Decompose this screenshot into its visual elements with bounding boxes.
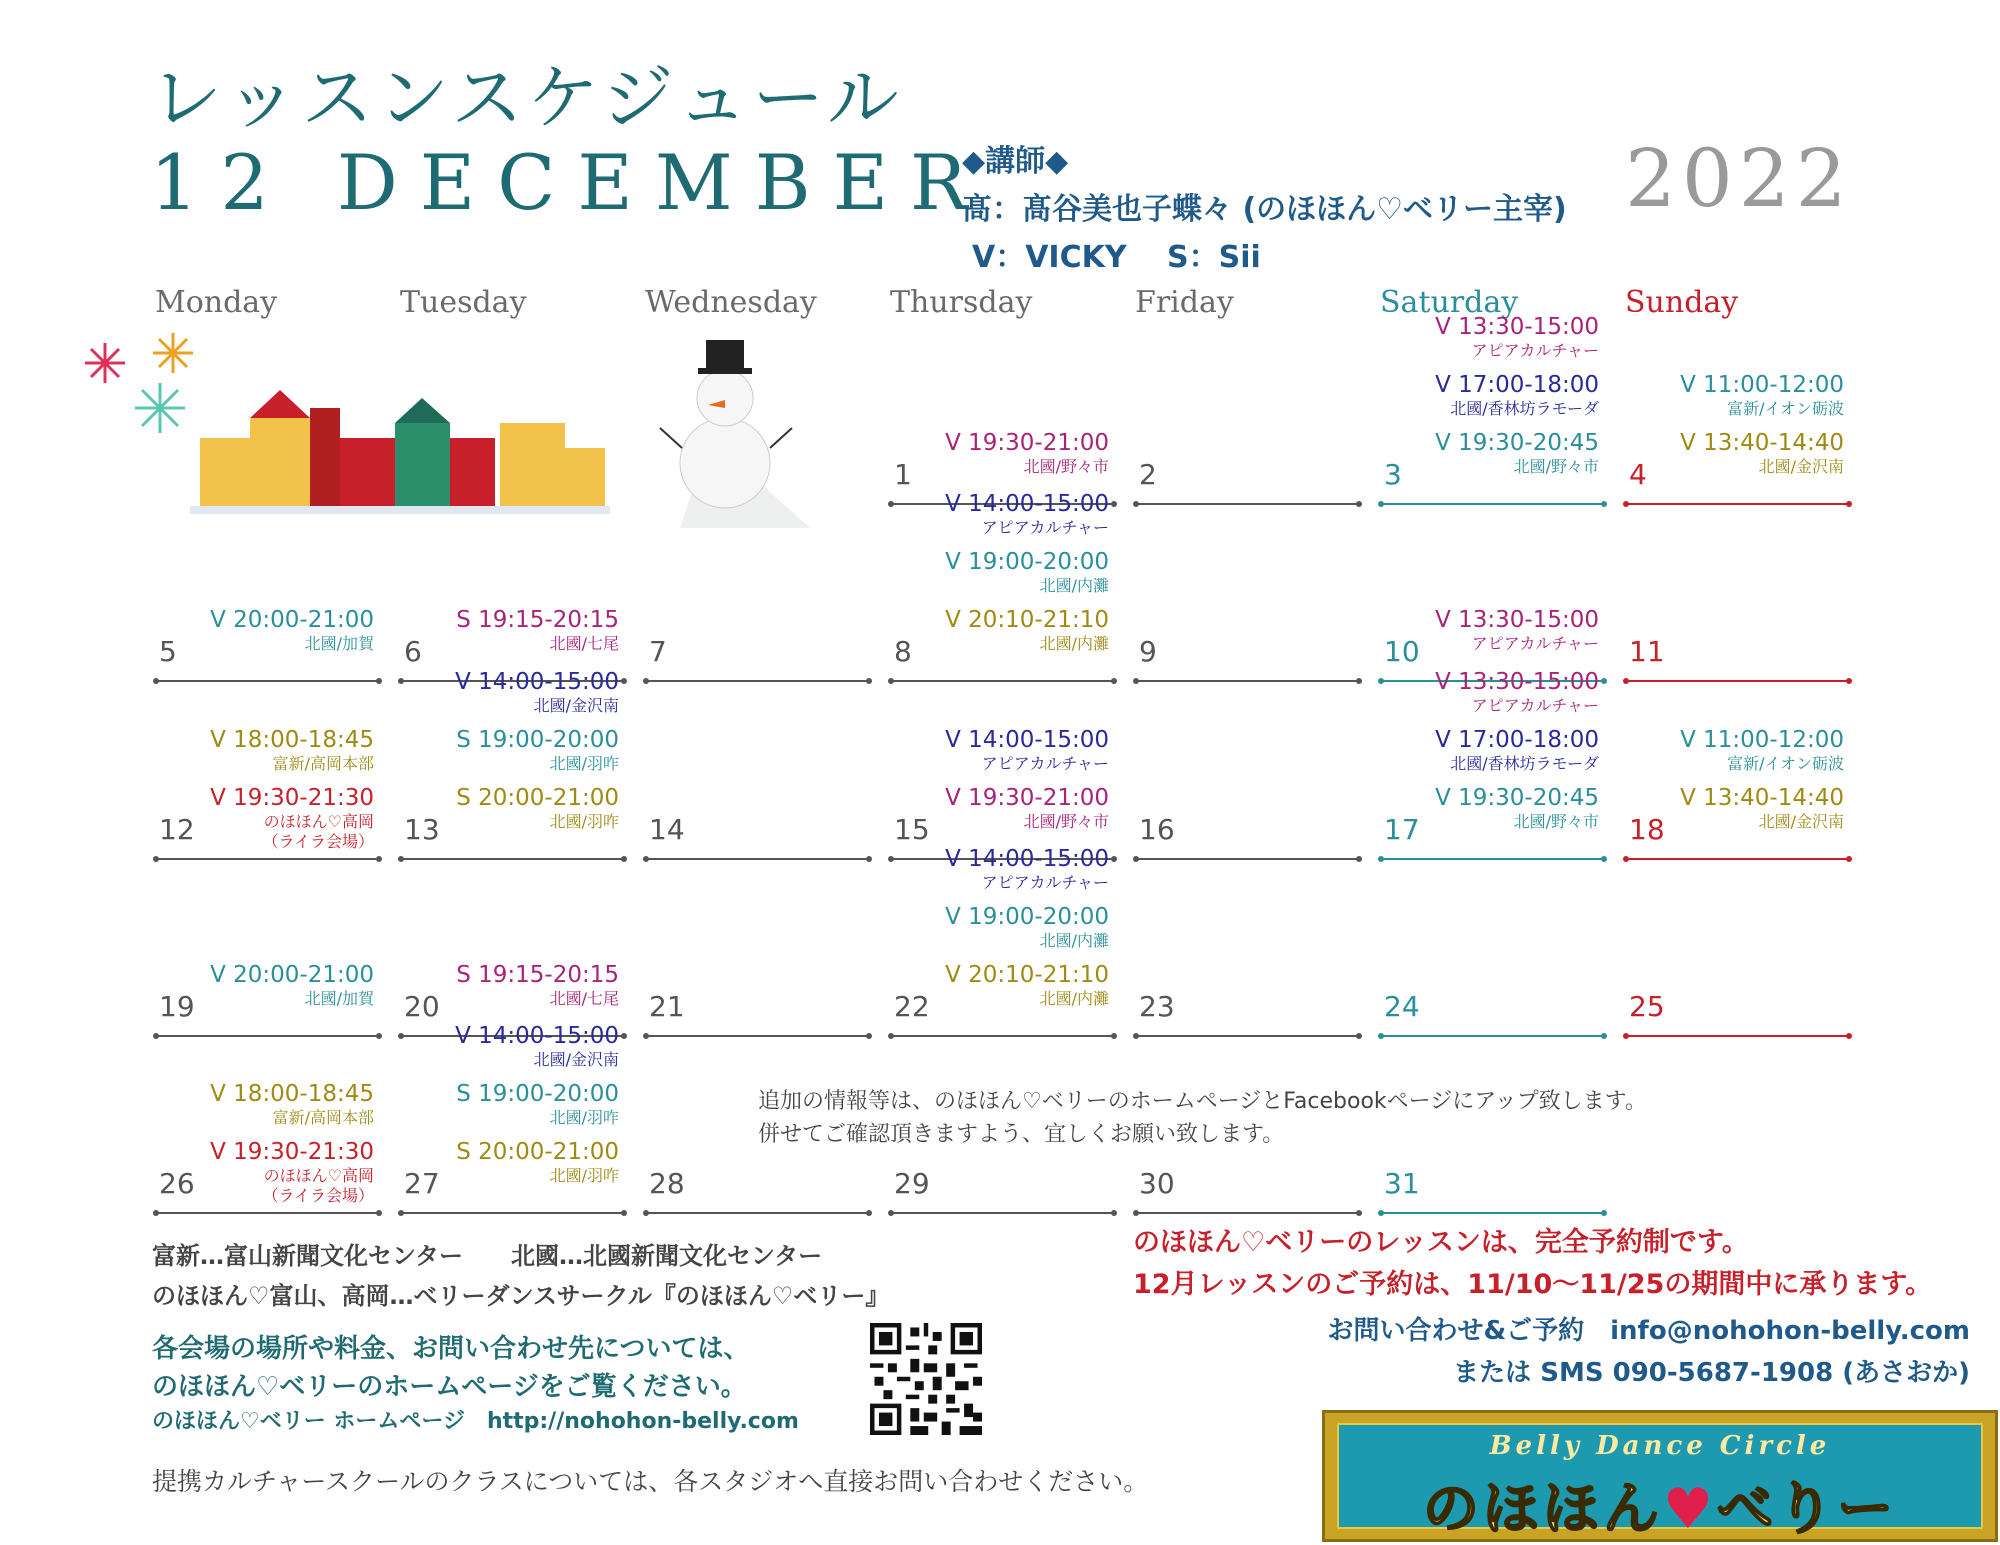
lesson-entry	[1604, 784, 1844, 832]
day-divider-line	[155, 858, 380, 860]
lesson-place: 北國/内灘	[1039, 989, 1109, 1008]
calendar-day-cell[interactable]	[890, 335, 1115, 505]
day-number: 4	[1629, 458, 1647, 491]
day-number: 6	[404, 635, 422, 668]
lesson-entry	[134, 961, 374, 1009]
lesson-time: V 19:00-20:00	[945, 904, 1109, 930]
day-divider-line	[1625, 503, 1850, 505]
day-number: 12	[159, 813, 195, 846]
lesson-entry	[1604, 726, 1844, 774]
houses-icon	[190, 390, 610, 514]
abbreviation-legend	[152, 1236, 889, 1316]
day-divider-line	[1380, 858, 1605, 860]
lesson-place: 北國/野々市	[1513, 812, 1599, 831]
day-number: 30	[1139, 1167, 1175, 1200]
additional-info-line-1: 追加の情報等は、のほほん♡ベリーのホームページとFacebookページにアップ致します。	[758, 1089, 1647, 1114]
year-label: 2022	[1625, 132, 1853, 225]
day-number: 7	[649, 635, 667, 668]
day-divider-line	[155, 1035, 380, 1037]
calendar-day-cell[interactable]	[155, 867, 380, 1037]
calendar-day-cell[interactable]	[890, 491, 1115, 682]
day-number: 10	[1384, 635, 1420, 668]
lesson-entry	[379, 668, 619, 716]
day-divider-line	[1625, 1035, 1850, 1037]
day-divider-line	[1380, 1212, 1605, 1214]
lesson-entry	[869, 548, 1109, 596]
lesson-place: 北國/加賀	[304, 989, 374, 1008]
snowflake-icon	[135, 383, 185, 433]
lesson-place: 北國/内灘	[1039, 576, 1109, 595]
lesson-place: アピアカルチャー	[1471, 341, 1599, 360]
additional-info	[758, 1085, 1647, 1151]
weekday-saturday: Saturday	[1380, 285, 1519, 320]
logo-subtitle: Belly Dance Circle	[1489, 1431, 1831, 1461]
lesson-place: 富新/イオン砺波	[1727, 399, 1844, 418]
logo-name-part-2: べりー	[1717, 1477, 1898, 1542]
lesson-place: 富新/高岡本部	[272, 1108, 374, 1127]
lesson-time: V 20:00-21:00	[210, 962, 374, 988]
lesson-time: V 17:00-18:00	[1435, 372, 1599, 398]
legend-line-2: のほほん♡富山、高岡…ベリーダンスサークル『のほほん♡ベリー』	[152, 1282, 890, 1310]
lesson-place: 北國/香林坊ラモーダ	[1450, 754, 1599, 773]
lesson-place: 北國/香林坊ラモーダ	[1450, 399, 1599, 418]
venue-info	[152, 1330, 749, 1406]
day-divider-line	[1625, 858, 1850, 860]
legend-line-1: 富新…富山新聞文化センター 北國…北國新聞文化センター	[152, 1242, 823, 1270]
lesson-place: 北國/内灘	[1039, 931, 1109, 950]
lesson-time: V 14:00-15:00	[455, 669, 619, 695]
lesson-entry	[1604, 429, 1844, 477]
day-divider-line	[645, 1035, 870, 1037]
lesson-place: 北國/加賀	[304, 634, 374, 653]
day-divider-line	[1135, 503, 1360, 505]
weekday-monday: Monday	[155, 285, 278, 320]
lesson-entry	[379, 784, 619, 832]
lesson-place: 北國/羽咋	[549, 1166, 619, 1185]
day-number: 24	[1384, 990, 1420, 1023]
lesson-entry	[134, 1138, 374, 1206]
day-divider-line	[645, 858, 870, 860]
lesson-time: S 19:00-20:00	[456, 1081, 619, 1107]
qr-code-icon[interactable]	[870, 1323, 982, 1435]
lesson-place: アピアカルチャー	[1471, 634, 1599, 653]
circle-logo	[1322, 1410, 1998, 1542]
lesson-time: S 19:00-20:00	[456, 727, 619, 753]
lesson-place: 北國/野々市	[1513, 457, 1599, 476]
lesson-time: V 14:00-15:00	[945, 491, 1109, 517]
lesson-place: 北國/七尾	[549, 634, 619, 653]
calendar-day-cell[interactable]	[1380, 669, 1605, 860]
lesson-entry	[379, 726, 619, 774]
lesson-entry	[1359, 371, 1599, 419]
day-number: 8	[894, 635, 912, 668]
instructors-heading: ◆講師◆	[962, 144, 1069, 179]
day-number: 18	[1629, 813, 1665, 846]
calendar-day-cell[interactable]	[645, 690, 870, 860]
calendar-day-cell[interactable]	[400, 669, 625, 860]
lesson-time: V 19:30-21:00	[945, 430, 1109, 456]
day-divider-line	[1135, 680, 1360, 682]
day-number: 29	[894, 1167, 930, 1200]
lesson-time: V 13:30-15:00	[1435, 314, 1599, 340]
reservation-line-1: のほほん♡ベリーのレッスンは、完全予約制です。	[1133, 1227, 1749, 1258]
lesson-place: 富新/高岡本部	[272, 754, 374, 773]
day-divider-line	[1135, 1035, 1360, 1037]
instructor-line-1: 髙：髙谷美也子蝶々 (のほほん♡ベリー主宰)	[962, 192, 1567, 227]
lesson-place: のほほん♡高岡	[263, 1166, 374, 1185]
lesson-entry	[869, 845, 1109, 893]
culture-school-note: 提携カルチャースクールのクラスについては、各スタジオへ直接お問い合わせください。	[152, 1467, 1149, 1496]
lesson-time: S 19:15-20:15	[456, 607, 619, 633]
lesson-place: 北國/野々市	[1023, 457, 1109, 476]
calendar-day-cell[interactable]	[1380, 867, 1605, 1037]
calendar-day-cell[interactable]	[1135, 512, 1360, 682]
logo-panel	[1337, 1423, 1983, 1542]
day-number: 1	[894, 458, 912, 491]
lesson-entry	[379, 606, 619, 654]
reservation-line-2: 12月レッスンのご予約は、11/10〜11/25の期間中に承ります。	[1133, 1269, 1933, 1300]
calendar-day-cell[interactable]	[1135, 867, 1360, 1037]
day-divider-line	[1625, 680, 1850, 682]
day-number: 17	[1384, 813, 1420, 846]
lesson-place: アピアカルチャー	[981, 754, 1109, 773]
calendar-day-cell[interactable]	[1135, 335, 1360, 505]
lesson-place: 北國/野々市	[1023, 812, 1109, 831]
snowman-icon	[660, 340, 810, 528]
lesson-entry	[1604, 371, 1844, 419]
day-divider-line	[890, 680, 1115, 682]
calendar-day-cell[interactable]	[155, 690, 380, 860]
lesson-time: V 18:00-18:45	[210, 1081, 374, 1107]
day-number: 28	[649, 1167, 685, 1200]
winter-village-illustration	[70, 328, 860, 528]
lesson-time: V 14:00-15:00	[455, 1023, 619, 1049]
lesson-place: 北國/金沢南	[1758, 812, 1844, 831]
calendar-day-cell[interactable]	[1625, 335, 1850, 505]
lesson-place: 北國/内灘	[1039, 634, 1109, 653]
lesson-place: のほほん♡高岡	[263, 812, 374, 831]
day-number: 16	[1139, 813, 1175, 846]
lesson-entry	[869, 606, 1109, 654]
calendar-day-cell[interactable]	[400, 1023, 625, 1214]
calendar-day-cell[interactable]	[1380, 512, 1605, 682]
lesson-time: V 19:30-20:45	[1435, 785, 1599, 811]
lesson-place: 北國/羽咋	[549, 812, 619, 831]
logo-name-part-1: のほほん	[1422, 1477, 1663, 1542]
day-divider-line	[400, 1212, 625, 1214]
heart-icon: ♥	[1662, 1477, 1718, 1542]
calendar-day-cell[interactable]	[645, 867, 870, 1037]
lesson-time: S 20:00-21:00	[456, 1139, 619, 1165]
additional-info-line-2: 併せてご確認頂きますよう、宜しくお願い致します。	[758, 1122, 1285, 1147]
lesson-entry	[134, 784, 374, 852]
day-divider-line	[1135, 1212, 1360, 1214]
day-number: 23	[1139, 990, 1175, 1023]
calendar-day-cell[interactable]	[1135, 690, 1360, 860]
lesson-time: V 11:00-12:00	[1680, 727, 1844, 753]
lesson-time: V 14:00-15:00	[945, 727, 1109, 753]
weekday-friday: Friday	[1135, 285, 1234, 320]
venue-info-line-1: 各会場の場所や料金、お問い合わせ先については、	[152, 1334, 750, 1364]
lesson-entry	[869, 903, 1109, 951]
lesson-place: 北國/羽咋	[549, 754, 619, 773]
weekday-tuesday: Tuesday	[400, 285, 527, 320]
snowflake-icon	[153, 333, 193, 373]
day-number: 26	[159, 1167, 195, 1200]
lesson-entry	[869, 490, 1109, 538]
day-number: 11	[1629, 635, 1665, 668]
lesson-place: 北國/金沢南	[533, 1050, 619, 1069]
lesson-time: V 19:30-21:30	[210, 785, 374, 811]
calendar-day-cell[interactable]	[155, 1044, 380, 1214]
day-divider-line	[890, 1035, 1115, 1037]
lesson-place-detail: （ライラ会場）	[262, 832, 374, 851]
day-number: 5	[159, 635, 177, 668]
lesson-place-detail: （ライラ会場）	[262, 1186, 374, 1205]
lesson-time: V 13:40-14:40	[1680, 785, 1844, 811]
weekday-sunday: Sunday	[1625, 285, 1739, 320]
lesson-time: V 11:00-12:00	[1680, 372, 1844, 398]
lesson-entry	[379, 1080, 619, 1128]
lesson-time: V 20:10-21:10	[945, 962, 1109, 988]
page-title-japanese: レッスンスケジュール	[150, 56, 903, 140]
calendar-day-cell[interactable]	[890, 690, 1115, 860]
calendar-day-cell[interactable]	[1625, 512, 1850, 682]
day-number: 9	[1139, 635, 1157, 668]
day-number: 25	[1629, 990, 1665, 1023]
day-number: 27	[404, 1167, 440, 1200]
day-divider-line	[1135, 858, 1360, 860]
lesson-place: アピアカルチャー	[1471, 696, 1599, 715]
page-title-month: 12 DECEMBER	[150, 138, 990, 227]
calendar-day-cell[interactable]	[155, 512, 380, 682]
lesson-time: V 19:30-20:45	[1435, 430, 1599, 456]
lesson-entry	[1359, 313, 1599, 361]
lesson-place: アピアカルチャー	[981, 873, 1109, 892]
lesson-entry	[134, 1080, 374, 1128]
weekday-thursday: Thursday	[890, 285, 1033, 320]
lesson-place: 北國/羽咋	[549, 1108, 619, 1127]
lesson-entry	[1359, 668, 1599, 716]
lesson-entry	[869, 726, 1109, 774]
day-divider-line	[155, 1212, 380, 1214]
calendar-day-cell[interactable]	[1625, 690, 1850, 860]
calendar-day-cell[interactable]	[1625, 867, 1850, 1037]
lesson-place: 富新/イオン砺波	[1727, 754, 1844, 773]
calendar-day-cell[interactable]	[400, 867, 625, 1037]
day-number: 13	[404, 813, 440, 846]
day-number: 3	[1384, 458, 1402, 491]
day-number: 2	[1139, 458, 1157, 491]
lesson-time: V 20:00-21:00	[210, 607, 374, 633]
day-divider-line	[645, 1212, 870, 1214]
lesson-place: 北國/金沢南	[1758, 457, 1844, 476]
lesson-time: V 19:30-21:00	[945, 785, 1109, 811]
calendar-day-cell[interactable]	[1380, 314, 1605, 505]
lesson-time: V 14:00-15:00	[945, 846, 1109, 872]
homepage-link[interactable]: のほほん♡ベリー ホームページ http://nohohon-belly.com	[152, 1409, 799, 1434]
lesson-entry	[134, 606, 374, 654]
lesson-entry	[869, 429, 1109, 477]
lesson-time: V 13:30-15:00	[1435, 607, 1599, 633]
lesson-entry	[379, 1022, 619, 1070]
day-divider-line	[1380, 1035, 1605, 1037]
lesson-time: V 19:00-20:00	[945, 549, 1109, 575]
lesson-time: V 13:30-15:00	[1435, 669, 1599, 695]
day-divider-line	[645, 680, 870, 682]
contact-email[interactable]: お問い合わせ&ご予約 info@nohohon-belly.com	[1327, 1316, 1970, 1346]
calendar-day-cell[interactable]	[400, 512, 625, 682]
day-number: 15	[894, 813, 930, 846]
weekday-wednesday: Wednesday	[645, 285, 817, 320]
lesson-time: S 20:00-21:00	[456, 785, 619, 811]
lesson-entry	[379, 1138, 619, 1186]
lesson-entry	[869, 961, 1109, 1009]
day-divider-line	[1380, 503, 1605, 505]
day-number: 14	[649, 813, 685, 846]
lesson-time: V 19:30-21:30	[210, 1139, 374, 1165]
lesson-entry	[869, 784, 1109, 832]
day-number: 19	[159, 990, 195, 1023]
day-divider-line	[155, 680, 380, 682]
day-divider-line	[400, 858, 625, 860]
instructor-line-2: V：VICKY S：Sii	[972, 240, 1261, 275]
lesson-time: V 20:10-21:10	[945, 607, 1109, 633]
lesson-entry	[1359, 606, 1599, 654]
lesson-entry	[1359, 726, 1599, 774]
lesson-place: 北國/七尾	[549, 989, 619, 1008]
lesson-entry	[1359, 784, 1599, 832]
lesson-time: S 19:15-20:15	[456, 962, 619, 988]
day-number: 20	[404, 990, 440, 1023]
lesson-entry	[379, 961, 619, 1009]
day-number: 22	[894, 990, 930, 1023]
lesson-time: V 17:00-18:00	[1435, 727, 1599, 753]
reservation-notice	[1133, 1222, 1932, 1306]
lesson-time: V 18:00-18:45	[210, 727, 374, 753]
lesson-time: V 13:40-14:40	[1680, 430, 1844, 456]
venue-info-line-2: のほほん♡ベリーのホームページをご覧ください。	[152, 1372, 747, 1402]
calendar-day-cell[interactable]	[890, 846, 1115, 1037]
lesson-place: アピアカルチャー	[981, 518, 1109, 537]
day-number: 31	[1384, 1167, 1420, 1200]
logo-name	[1339, 1465, 1981, 1545]
contact-sms[interactable]: または SMS 090-5687-1908 (あさおか)	[1453, 1358, 1970, 1388]
lesson-entry	[134, 726, 374, 774]
lesson-entry	[1359, 429, 1599, 477]
day-number: 21	[649, 990, 685, 1023]
lesson-place: 北國/金沢南	[533, 696, 619, 715]
snowflake-icon	[85, 343, 125, 383]
day-divider-line	[890, 1212, 1115, 1214]
calendar-day-cell[interactable]	[645, 512, 870, 682]
